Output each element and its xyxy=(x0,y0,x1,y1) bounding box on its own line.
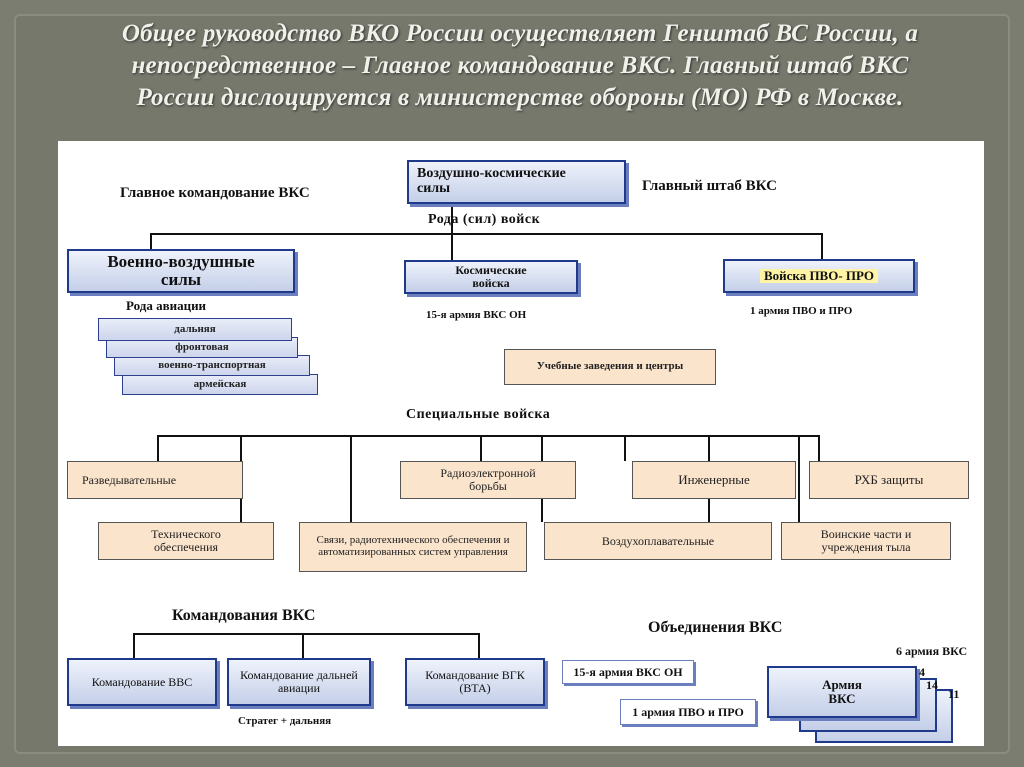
special-unit-label: Инженерные xyxy=(678,472,750,488)
special-unit-box xyxy=(98,522,274,560)
connector xyxy=(302,633,304,658)
air-force-box xyxy=(67,249,295,293)
slide-title xyxy=(40,18,1000,114)
commands-note: Стратег + дальняя xyxy=(238,715,332,727)
command-box xyxy=(405,658,545,706)
commands-header: Командования ВКС xyxy=(172,607,316,624)
special-header: Специальные войска xyxy=(406,407,551,422)
unions-header: Объединения ВКС xyxy=(648,619,783,636)
command-box xyxy=(67,658,217,706)
special-unit-label: Воздухоплавательные xyxy=(601,533,715,548)
aviation-type xyxy=(114,355,310,376)
connector xyxy=(133,633,135,658)
army-number: 4 xyxy=(919,665,925,679)
connector xyxy=(624,435,626,461)
special-unit-label: Технического обеспечения xyxy=(151,527,221,554)
connector xyxy=(157,435,819,437)
connector xyxy=(480,435,482,461)
space-army-label: 15-я армия ВКС ОН xyxy=(426,309,527,321)
connector xyxy=(451,233,453,260)
aerospace-forces-label: Воздушно-космические силы xyxy=(417,166,566,196)
connector xyxy=(150,233,152,249)
connector xyxy=(821,233,823,259)
army-number: 6 армия ВКС xyxy=(896,644,968,658)
connector xyxy=(157,435,159,461)
aviation-type-label: армейская xyxy=(193,377,247,390)
special-unit-box xyxy=(809,461,969,499)
pvo-pro-box xyxy=(723,259,915,293)
aerospace-forces-box xyxy=(407,160,626,204)
special-unit-label: Радиоэлектронной борьбы xyxy=(440,466,536,493)
connector xyxy=(133,633,479,635)
special-unit-box xyxy=(781,522,951,560)
command-box xyxy=(227,658,371,706)
special-unit-label: Воинские части и учреждения тыла xyxy=(820,527,912,554)
aviation-type-label: дальняя xyxy=(174,322,216,335)
air-force-label: Военно-воздушные силы xyxy=(107,252,255,289)
connector xyxy=(350,435,352,522)
special-unit-label: Связи, радиотехнического обеспечения и автоматизированных систем управления xyxy=(316,534,510,558)
org-chart xyxy=(58,141,984,746)
special-unit-box xyxy=(299,522,527,572)
space-forces-box xyxy=(404,260,578,294)
title-line-2: непосредственное – Главное командование ВКС. Главный штаб ВКС xyxy=(131,52,909,79)
title-line-1: Общее руководство ВКО России осуществляет Генштаб ВС России, а xyxy=(121,20,919,47)
special-unit-box xyxy=(632,461,796,499)
aviation-type xyxy=(122,374,318,395)
army-box xyxy=(767,666,917,718)
special-unit-box xyxy=(544,522,772,560)
aviation-header: Рода авиации xyxy=(126,298,207,313)
union-label: 1 армия ПВО и ПРО xyxy=(632,704,744,719)
main-command-label: Главное командование ВКС xyxy=(120,185,310,201)
command-label: Командование ВГК (ВТА) xyxy=(425,668,525,695)
connector xyxy=(798,435,800,522)
space-forces-label: Космические войска xyxy=(455,263,527,290)
pvo-army-label: 1 армия ПВО и ПРО xyxy=(750,305,853,317)
branches-header: Рода (сил) войск xyxy=(428,212,541,227)
aviation-type xyxy=(98,318,292,341)
main-staff-label: Главный штаб ВКС xyxy=(642,178,777,194)
special-unit-label: РХБ защиты xyxy=(854,472,924,488)
army-number: 14 xyxy=(926,678,938,692)
special-unit-box xyxy=(67,461,243,499)
special-unit-label: Разведывательные xyxy=(82,472,177,487)
schools-label: Учебные заведения и центры xyxy=(536,360,684,373)
schools-box xyxy=(504,349,716,385)
command-label: Командование ВВС xyxy=(91,674,193,689)
union-box xyxy=(620,699,756,725)
connector xyxy=(818,435,820,461)
pvo-pro-label: Войска ПВО- ПРО xyxy=(760,269,878,283)
army-number: 11 xyxy=(948,687,960,701)
title-line-3: России дислоцируется в министерстве обороны (МО) РФ в Москве. xyxy=(136,84,904,111)
special-unit-box xyxy=(400,461,576,499)
connector xyxy=(150,233,822,235)
command-label: Командование дальней авиации xyxy=(240,668,358,695)
aviation-type-label: военно-транспортная xyxy=(158,358,266,371)
union-box xyxy=(562,660,694,684)
aviation-type-label: фронтовая xyxy=(175,340,229,353)
army-label: Армия ВКС xyxy=(822,677,862,706)
connector xyxy=(478,633,480,658)
union-label: 15-я армия ВКС ОН xyxy=(573,664,683,679)
